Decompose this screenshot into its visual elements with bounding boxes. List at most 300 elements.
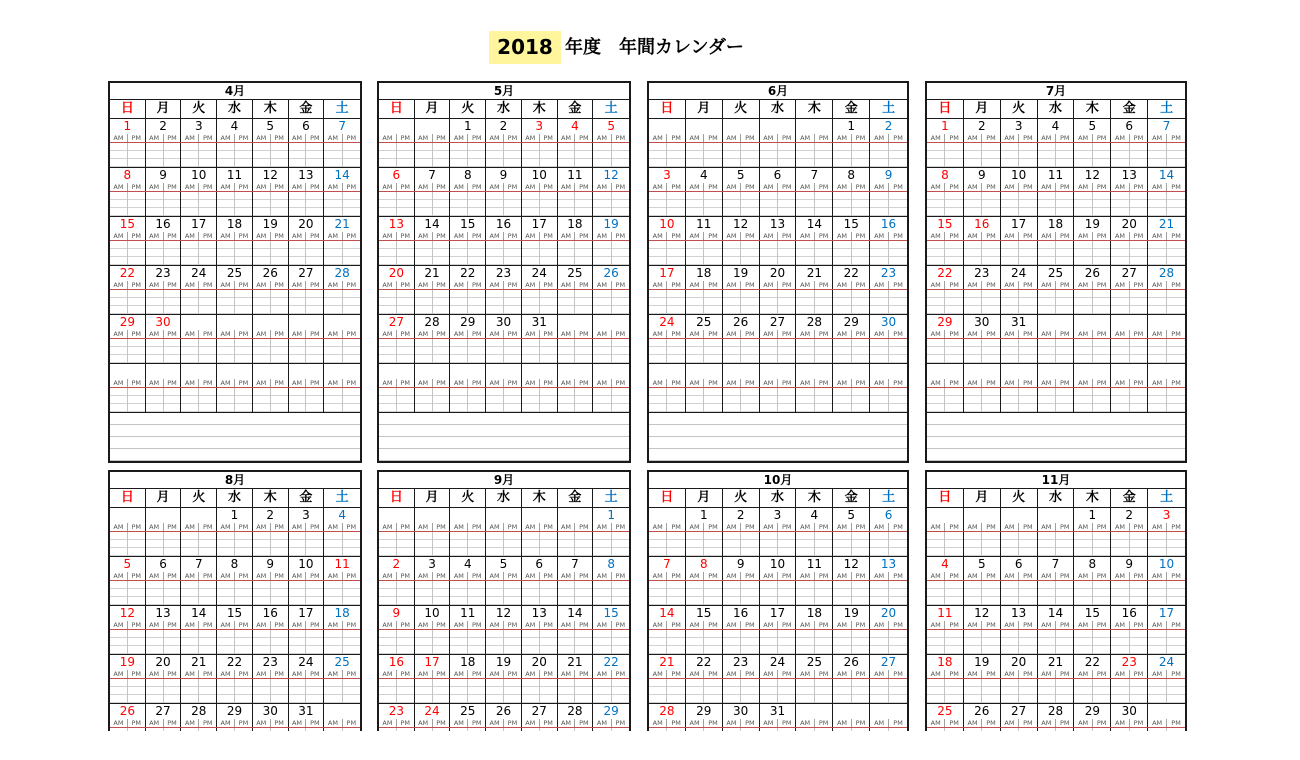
week-row [379, 655, 629, 704]
am-pm-cell [927, 621, 964, 629]
am-pm-row [649, 232, 907, 241]
am-label: AM [289, 330, 307, 338]
memo-row [110, 581, 360, 605]
pm-label: PM [400, 232, 411, 240]
pm-label: PM [818, 134, 829, 142]
am-label: AM [1001, 183, 1019, 191]
date-cell: 1 [686, 508, 723, 523]
memo-cell [1038, 679, 1075, 703]
date-cell: 27 [146, 704, 182, 719]
memo-cell [379, 143, 415, 167]
am-label: AM [146, 719, 164, 727]
pm-label: PM [1171, 134, 1181, 142]
am-pm-cell [181, 232, 217, 240]
am-label: AM [760, 232, 778, 240]
pm-label: PM [986, 281, 996, 289]
am-label: AM [415, 183, 433, 191]
am-label: AM [593, 670, 611, 678]
am-pm-cell [1074, 670, 1111, 678]
date-cell: 5 [110, 557, 146, 572]
memo-cell [146, 388, 182, 412]
memo-cell [593, 728, 629, 731]
date-cell: 21 [558, 655, 594, 670]
am-pm-cell [415, 523, 451, 531]
memo-row [927, 581, 1185, 605]
am-label: AM [1038, 281, 1056, 289]
memo-cell [686, 143, 723, 167]
am-pm-cell [450, 232, 486, 240]
am-label: AM [649, 183, 667, 191]
pm-label: PM [471, 232, 482, 240]
memo-cell [146, 241, 182, 265]
am-label: AM [833, 379, 851, 387]
am-pm-cell [522, 281, 558, 289]
am-label: AM [927, 183, 945, 191]
memo-cell [927, 532, 964, 556]
date-cell: 3 [289, 508, 325, 523]
memo-cell [289, 388, 325, 412]
am-pm-cell [217, 670, 253, 678]
am-pm-cell [1148, 572, 1185, 580]
pm-label: PM [543, 719, 553, 727]
memo-cell [558, 630, 594, 654]
am-pm-cell [964, 523, 1001, 531]
date-cell: 10 [289, 557, 325, 572]
am-label: AM [1148, 572, 1167, 580]
pm-label: PM [436, 232, 446, 240]
memo-cell [450, 241, 486, 265]
date-cell: 8 [607, 557, 615, 571]
date-row [649, 557, 907, 572]
pm-label: PM [507, 719, 518, 727]
am-label: AM [870, 330, 889, 338]
am-label: AM [1148, 523, 1167, 531]
date-cell: 4 [927, 557, 964, 572]
pm-label: PM [543, 330, 553, 338]
pm-label: PM [855, 719, 866, 727]
memo-cell [253, 339, 289, 363]
am-pm-cell [870, 719, 907, 727]
memo-cell [649, 192, 686, 216]
am-pm-cell [324, 281, 360, 289]
memo-cell [289, 630, 325, 654]
week-row [110, 606, 360, 655]
memo-cell [686, 388, 723, 412]
pm-label: PM [202, 232, 213, 240]
am-pm-cell [558, 134, 594, 142]
am-pm-cell [760, 330, 797, 338]
pm-label: PM [855, 670, 866, 678]
memo-cell [379, 679, 415, 703]
date-row [110, 119, 360, 134]
am-pm-cell [760, 621, 797, 629]
pm-label: PM [893, 330, 903, 338]
am-pm-cell [379, 232, 415, 240]
am-label: AM [110, 670, 128, 678]
pm-label: PM [400, 670, 411, 678]
pm-label: PM [708, 183, 718, 191]
am-label: AM [1111, 379, 1129, 387]
date-cell: 15 [450, 217, 486, 232]
am-pm-row [379, 379, 629, 388]
pm-label: PM [855, 330, 866, 338]
am-label: AM [486, 523, 504, 531]
am-label: AM [760, 330, 778, 338]
date-cell: 11 [450, 606, 486, 621]
pm-label: PM [671, 523, 681, 531]
am-label: AM [110, 183, 128, 191]
pm-label: PM [436, 621, 446, 629]
weekday-header: 木 [522, 100, 558, 118]
memo-cell [324, 192, 360, 216]
date-cell: 18 [796, 606, 833, 621]
date-cell: 12 [833, 557, 870, 572]
date-cell: 17 [1001, 217, 1038, 232]
memo-cell [1001, 192, 1038, 216]
weekday-header: 金 [558, 489, 594, 507]
date-cell: 1 [110, 119, 146, 134]
am-pm-cell [796, 330, 833, 338]
am-label: AM [870, 670, 889, 678]
weekday-header-row [110, 489, 360, 508]
pm-label: PM [1096, 183, 1107, 191]
memo-cell [833, 339, 870, 363]
am-label: AM [253, 670, 271, 678]
pm-label: PM [310, 183, 320, 191]
pm-label: PM [471, 183, 482, 191]
date-cell: 17 [649, 266, 686, 281]
am-label: AM [253, 281, 271, 289]
am-label: AM [870, 719, 889, 727]
weekday-header: 月 [146, 489, 182, 507]
am-pm-cell [1148, 621, 1185, 629]
date-cell: 31 [1001, 315, 1038, 330]
date-cell: 7 [1162, 119, 1171, 133]
am-pm-cell [870, 330, 907, 338]
memo-cell [415, 532, 451, 556]
am-pm-cell [1074, 719, 1111, 727]
am-pm-cell [1111, 134, 1148, 142]
date-cell: 28 [796, 315, 833, 330]
pm-label: PM [507, 621, 518, 629]
pm-label: PM [781, 719, 792, 727]
memo-row [927, 679, 1185, 703]
date-cell: 3 [181, 119, 217, 134]
memo-cell [522, 728, 558, 731]
am-pm-cell [964, 281, 1001, 289]
memo-cell [181, 241, 217, 265]
date-cell: 13 [379, 217, 415, 232]
pm-label: PM [579, 281, 589, 289]
weekday-header: 木 [253, 489, 289, 507]
calendar-title: 年度 年間カレンダー [565, 37, 744, 58]
am-pm-cell [110, 572, 146, 580]
am-pm-row [927, 523, 1185, 532]
memo-cell [486, 192, 522, 216]
memo-cell [558, 679, 594, 703]
am-pm-cell [1038, 719, 1075, 727]
pm-label: PM [507, 183, 518, 191]
pm-label: PM [1171, 621, 1181, 629]
am-pm-cell [1001, 670, 1038, 678]
pm-label: PM [986, 523, 996, 531]
date-cell: 23 [964, 266, 1001, 281]
am-pm-cell [217, 183, 253, 191]
am-pm-cell [1148, 232, 1185, 240]
pm-label: PM [400, 621, 411, 629]
weekday-header: 火 [1001, 489, 1038, 507]
pm-label: PM [1096, 232, 1107, 240]
date-cell: 15 [1074, 606, 1111, 621]
pm-label: PM [893, 232, 903, 240]
am-label: AM [217, 523, 235, 531]
pm-label: PM [507, 134, 518, 142]
am-pm-cell [964, 572, 1001, 580]
am-pm-cell [686, 572, 723, 580]
pm-label: PM [346, 281, 357, 289]
pm-label: PM [893, 134, 903, 142]
week-row [649, 119, 907, 168]
date-cell: 28 [181, 704, 217, 719]
date-cell [649, 119, 686, 134]
am-label: AM [593, 232, 611, 240]
am-label: AM [379, 572, 397, 580]
am-label: AM [1111, 670, 1129, 678]
month-label: 10月 [649, 472, 907, 489]
am-pm-cell [181, 281, 217, 289]
date-cell: 24 [522, 266, 558, 281]
memo-row [649, 192, 907, 216]
pm-label: PM [708, 719, 718, 727]
memo-cell [181, 143, 217, 167]
pm-label: PM [310, 621, 320, 629]
am-pm-cell [450, 281, 486, 289]
am-label: AM [253, 523, 271, 531]
am-pm-cell [870, 281, 907, 289]
date-cell: 30 [253, 704, 289, 719]
am-label: AM [486, 134, 504, 142]
am-label: AM [833, 523, 851, 531]
date-cell: 7 [1038, 557, 1075, 572]
pm-label: PM [238, 134, 249, 142]
am-pm-cell [796, 281, 833, 289]
date-cell: 14 [649, 606, 686, 621]
am-label: AM [833, 719, 851, 727]
weekday-header: 水 [486, 489, 522, 507]
pm-label: PM [346, 134, 357, 142]
am-label: AM [324, 523, 342, 531]
week-row [927, 655, 1185, 704]
pm-label: PM [400, 719, 411, 727]
am-label: AM [217, 183, 235, 191]
am-label: AM [927, 572, 945, 580]
am-pm-cell [723, 670, 760, 678]
date-cell: 12 [486, 606, 522, 621]
memo-cell [649, 532, 686, 556]
date-cell: 9 [964, 168, 1001, 183]
am-pm-cell [217, 379, 253, 387]
date-cell: 16 [964, 217, 1001, 232]
am-label: AM [1148, 379, 1167, 387]
week-row [110, 266, 360, 315]
memo-cell [217, 339, 253, 363]
memo-cell [181, 192, 217, 216]
pm-label: PM [346, 719, 357, 727]
memo-cell [146, 581, 182, 605]
date-cell: 15 [833, 217, 870, 232]
weekday-header: 月 [415, 489, 451, 507]
am-label: AM [796, 621, 814, 629]
memo-cell [379, 339, 415, 363]
pm-label: PM [893, 719, 903, 727]
date-cell: 1 [607, 508, 615, 522]
memo-cell [181, 339, 217, 363]
weekday-header: 月 [686, 489, 723, 507]
pm-label: PM [893, 183, 903, 191]
memo-cell [450, 581, 486, 605]
memo-cell [522, 630, 558, 654]
memo-row [927, 290, 1185, 314]
pm-label: PM [1059, 621, 1070, 629]
pm-label: PM [1059, 523, 1070, 531]
am-label: AM [289, 572, 307, 580]
am-pm-cell [686, 281, 723, 289]
memo-cell [1001, 388, 1038, 412]
weekday-header: 土 [1160, 490, 1174, 505]
am-pm-cell [217, 523, 253, 531]
memo-cell [964, 679, 1001, 703]
pm-label: PM [949, 379, 959, 387]
am-pm-cell [450, 670, 486, 678]
am-pm-cell [181, 523, 217, 531]
am-pm-cell [760, 670, 797, 678]
am-pm-row [649, 621, 907, 630]
am-pm-row [379, 281, 629, 290]
date-cell [217, 364, 253, 379]
memo-cell [1148, 339, 1185, 363]
am-pm-cell [522, 621, 558, 629]
date-cell: 5 [964, 557, 1001, 572]
date-cell: 7 [796, 168, 833, 183]
date-cell: 10 [415, 606, 451, 621]
memo-cell [833, 581, 870, 605]
am-pm-cell [415, 232, 451, 240]
am-pm-row [379, 134, 629, 143]
am-pm-cell [833, 523, 870, 531]
date-row [379, 606, 629, 621]
pm-label: PM [949, 232, 959, 240]
am-pm-cell [379, 572, 415, 580]
am-label: AM [415, 719, 433, 727]
memo-cell [1148, 630, 1185, 654]
date-cell: 22 [217, 655, 253, 670]
memo-cell [870, 290, 907, 314]
memo-cell [796, 388, 833, 412]
am-label: AM [522, 670, 540, 678]
pm-label: PM [1133, 379, 1144, 387]
date-cell: 5 [833, 508, 870, 523]
date-cell: 22 [686, 655, 723, 670]
memo-cell [723, 630, 760, 654]
am-pm-row [649, 379, 907, 388]
pm-label: PM [1133, 572, 1144, 580]
pm-label: PM [167, 719, 177, 727]
am-pm-cell [1074, 379, 1111, 387]
am-pm-cell [289, 281, 325, 289]
pm-label: PM [202, 670, 213, 678]
am-label: AM [1111, 523, 1129, 531]
pm-label: PM [986, 232, 996, 240]
memo-cell [1038, 339, 1075, 363]
pm-label: PM [238, 379, 249, 387]
memo-row [649, 532, 907, 556]
memo-cell [558, 532, 594, 556]
memo-cell [450, 192, 486, 216]
weekday-header: 金 [289, 489, 325, 507]
date-cell [324, 704, 360, 719]
am-pm-cell [558, 523, 594, 531]
memo-cell [796, 241, 833, 265]
pm-label: PM [436, 670, 446, 678]
pm-label: PM [986, 621, 996, 629]
date-cell: 2 [379, 557, 415, 572]
date-cell [486, 364, 522, 379]
pm-label: PM [310, 670, 320, 678]
am-pm-cell [181, 621, 217, 629]
am-label: AM [760, 670, 778, 678]
memo-cell [964, 728, 1001, 731]
am-pm-row [927, 232, 1185, 241]
date-cell: 29 [927, 315, 964, 330]
am-label: AM [593, 183, 611, 191]
weekday-header: 土 [882, 101, 896, 116]
memo-cell [686, 241, 723, 265]
am-label: AM [1148, 134, 1167, 142]
memo-cell [927, 630, 964, 654]
date-row [110, 217, 360, 232]
am-label: AM [833, 134, 851, 142]
am-pm-cell [1111, 523, 1148, 531]
am-label: AM [870, 232, 889, 240]
am-label: AM [593, 330, 611, 338]
memo-row [110, 388, 360, 412]
am-label: AM [833, 281, 851, 289]
pm-label: PM [671, 670, 681, 678]
am-label: AM [558, 572, 576, 580]
am-pm-cell [253, 183, 289, 191]
date-cell: 2 [486, 119, 522, 134]
date-cell: 31 [289, 704, 325, 719]
am-label: AM [723, 183, 741, 191]
date-cell: 6 [1001, 557, 1038, 572]
memo-cell [870, 581, 907, 605]
am-pm-row [110, 572, 360, 581]
am-pm-cell [1038, 670, 1075, 678]
memo-cell [522, 143, 558, 167]
am-label: AM [833, 232, 851, 240]
date-cell: 4 [796, 508, 833, 523]
memo-cell [1038, 630, 1075, 654]
pm-label: PM [274, 572, 284, 580]
week-row [110, 315, 360, 364]
memo-cell [379, 241, 415, 265]
pm-label: PM [471, 572, 482, 580]
date-cell: 17 [760, 606, 797, 621]
memo-cell [1038, 728, 1075, 731]
memo-cell [450, 290, 486, 314]
am-label: AM [486, 183, 504, 191]
memo-cell [870, 192, 907, 216]
